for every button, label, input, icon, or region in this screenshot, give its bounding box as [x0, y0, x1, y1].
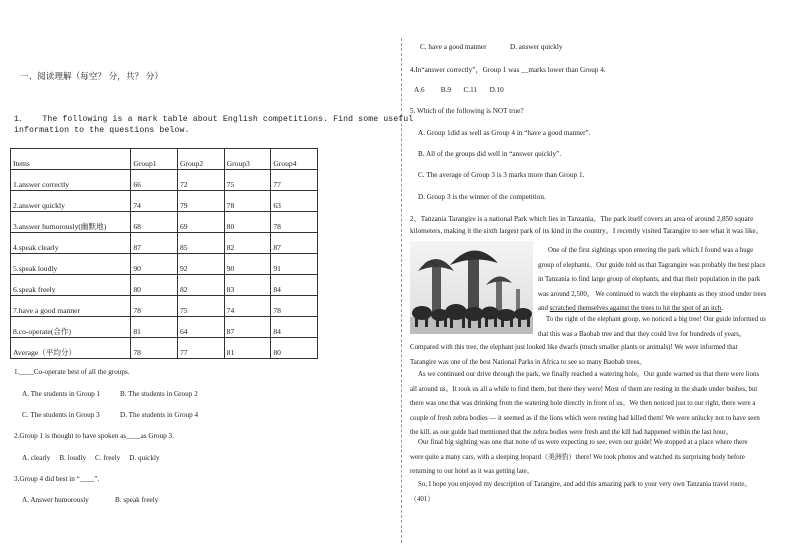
- table-score-cell: 68: [131, 212, 178, 233]
- table-score-cell: 78: [271, 296, 318, 317]
- p3-line: couple of fresh zebra bodies — it seemed as if the lions which were resting had killed them! We were unlucky not to have seen: [410, 414, 760, 422]
- table-score-cell: 74: [131, 191, 178, 212]
- mark-table: [10, 148, 318, 359]
- table-score-cell: 84: [271, 275, 318, 296]
- table-row: [11, 149, 318, 170]
- p4-line: returning to our hotel as it was getting late。: [410, 468, 534, 475]
- table-score-cell: 81: [131, 317, 178, 338]
- table-score-cell: 87: [131, 233, 178, 254]
- table-score-cell: 91: [271, 254, 318, 275]
- question-2: 2.Group 1 is thought to have spoken as____as Group 3.: [14, 432, 174, 440]
- p5-line: So, I hope you enjoyed my description of Tarangire, and add this amazing park to your very own Tanzania travel route。: [418, 481, 752, 488]
- table-score-cell: 66: [131, 170, 178, 191]
- table-row: [11, 275, 318, 296]
- table-row: [11, 191, 318, 212]
- table-score-cell: 79: [178, 191, 225, 212]
- p3-line: there was one that was drinking from the watering hole directly in front of us。We then noticed just to our right, there were a: [410, 400, 756, 407]
- passage-paragraph-3: [410, 368, 798, 441]
- question-3-option-c: C. have a good manner: [420, 43, 487, 51]
- table-score-cell: 90: [224, 254, 271, 275]
- table-item-cell: 1.answer correctly: [11, 170, 131, 191]
- passage-paragraph-4: [410, 436, 798, 480]
- table-score-cell: Group3: [224, 149, 271, 170]
- question-4: 4.In“answer correctly”，Group 1 was __marks lower than Group 4.: [410, 66, 606, 74]
- question-intro-line2: information to the questions below.: [14, 126, 190, 135]
- p4-line: were quite a many cars, with a sleeping leopard（美洲豹）there! We took photos and watched its surprising body before: [410, 453, 745, 461]
- passage-paragraph-5: [410, 478, 798, 507]
- p1-post: .: [721, 305, 724, 312]
- question-3-option-a: A. Answer humorously: [22, 496, 89, 504]
- passage-paragraph-1-indented: [538, 244, 796, 317]
- section-heading: 一、阅读理解（每空？ 分，共？ 分）: [20, 72, 163, 82]
- p2-line: Tarangire was one of the best National Parks in Africa to see so many Baobab trees。: [410, 358, 647, 366]
- table-score-cell: 75: [224, 170, 271, 191]
- question-3-option-d: D. answer quickly: [510, 43, 563, 51]
- question-3: 3.Group 4 did best in “____”.: [14, 475, 100, 483]
- question-5-option-d: D. Group 3 is the winner of the competition.: [418, 193, 546, 201]
- table-score-cell: 80: [131, 275, 178, 296]
- table-row: [11, 212, 318, 233]
- table-row: [11, 296, 318, 317]
- table-score-cell: 83: [224, 275, 271, 296]
- p3-line: As we continued our drive through the park, we finally reached a watering hole。Our guide warned us that there were lions: [418, 371, 760, 378]
- p2-line: To the right of the elephant group, we noticed a big tree! Our guide informed us: [546, 316, 766, 323]
- table-row: [11, 170, 318, 191]
- question-1: 1.____Co-operate best of all the groups.: [14, 368, 130, 376]
- table-score-cell: 81: [224, 338, 271, 359]
- table-score-cell: 78: [224, 191, 271, 212]
- table-score-cell: Group4: [271, 149, 318, 170]
- table-score-cell: 77: [178, 338, 225, 359]
- table-score-cell: 72: [178, 170, 225, 191]
- table-score-cell: 82: [178, 275, 225, 296]
- table-item-cell: 8.co-operate(合作): [11, 317, 131, 338]
- question-5: 5. Which of the following is NOT true?: [410, 107, 524, 115]
- p1-pre: and: [538, 305, 550, 312]
- table-score-cell: Group1: [131, 149, 178, 170]
- question-5-option-a: A. Group 1did as well as Group 4 in “have a good manner”.: [418, 129, 591, 137]
- question-1-option-c: C. The students in Group 3: [22, 411, 100, 419]
- question-5-option-c: C. The average of Group 3 is 3 marks more than Group 1.: [418, 171, 585, 179]
- table-score-cell: 80: [271, 338, 318, 359]
- table-item-cell: 4.speak clearly: [11, 233, 131, 254]
- question-intro-line1: 1． The following is a mark table about English competitions. Find some useful: [14, 115, 414, 124]
- table-item-cell: 3.answer humorously(幽默地): [11, 212, 131, 233]
- table-item-cell: Average（平均分）: [11, 338, 131, 359]
- question-5-option-b: B. All of the groups did well in “answer quickly”.: [418, 150, 562, 158]
- table-score-cell: 69: [178, 212, 225, 233]
- question-1-option-d: D. The students in Group 4: [120, 411, 199, 419]
- table-score-cell: 78: [271, 212, 318, 233]
- p1-line: group of elephants。Our guide told us that Tagrangire was probably the best place: [538, 261, 766, 269]
- table-row: [11, 338, 318, 359]
- table-score-cell: 80: [224, 212, 271, 233]
- p2-line: that this was a Baobab tree and that they could live for hundreds of years。: [538, 330, 746, 338]
- question-2-options: A. clearly B. loudly C. freely D. quickly: [22, 454, 160, 462]
- table-score-cell: 84: [271, 317, 318, 338]
- p2-line: Compared with this tree, the elephant just looked like dwarfs (much smaller plants or animals)! We were informed that: [410, 344, 738, 351]
- p1-line: One of the first sightings upon entering the park which I found was a huge: [548, 247, 754, 254]
- table-score-cell: 82: [224, 233, 271, 254]
- elephants-baobab-photo: [410, 241, 533, 334]
- table-score-cell: 87: [224, 317, 271, 338]
- question-4-options: A.6 B.9 C.11 D.10: [414, 86, 504, 94]
- table-score-cell: 87: [271, 233, 318, 254]
- table-row: [11, 254, 318, 275]
- table-score-cell: 74: [224, 296, 271, 317]
- table-item-cell: 6.speak freely: [11, 275, 131, 296]
- table-score-cell: 64: [178, 317, 225, 338]
- word-count: （401）: [410, 495, 435, 503]
- table-score-cell: 92: [178, 254, 225, 275]
- p3-line: the kill, as our guide had mentioned that the zebra bodies were fresh and the kill had happened within the last hour。: [410, 429, 733, 436]
- table-score-cell: 78: [131, 296, 178, 317]
- p1-line: in Tanzania to find large group of elephants, and that their population in the park: [538, 276, 761, 283]
- passage-paragraph-2-indented: [538, 313, 796, 342]
- p1-line: was around 2,500。 We continued to watch the elephants as they stood under trees: [538, 290, 767, 298]
- p4-line: Our final big sighting was one that none of us were expecting to see, even our guide! We stopped at a place where there: [418, 439, 748, 446]
- table-row: [11, 233, 318, 254]
- passage-intro-line1: 2、Tanzania Tarangire is a national Park which lies in Tanzania。The park itself covers an area of around 2,850 square: [410, 215, 754, 223]
- underlined-phrase: scratched themselves against the trees to hit the spot of an itch: [549, 305, 722, 312]
- table-score-cell: 75: [178, 296, 225, 317]
- table-item-cell: Items: [11, 149, 131, 170]
- passage-intro-line2: kilometers, making it the sixth largest park of its kind in the country。I recently visited Tarangire to see what it was like。: [410, 227, 763, 235]
- table-score-cell: 77: [271, 170, 318, 191]
- p3-line: all around us。It took us all a while to find them, but there they were! Most of them are resting in the shade under bushes, but: [410, 385, 758, 393]
- table-score-cell: 63: [271, 191, 318, 212]
- table-item-cell: 7.have a good manner: [11, 296, 131, 317]
- question-1-option-b: B. The students in Group 2: [120, 390, 198, 398]
- table-item-cell: 2.answer quickly: [11, 191, 131, 212]
- table-row: [11, 317, 318, 338]
- table-item-cell: 5.speak loudly: [11, 254, 131, 275]
- table-score-cell: 90: [131, 254, 178, 275]
- question-1-option-a: A. The students in Group 1: [22, 390, 101, 398]
- table-score-cell: 85: [178, 233, 225, 254]
- table-score-cell: 78: [131, 338, 178, 359]
- table-score-cell: Group2: [178, 149, 225, 170]
- passage-paragraph-2-rest: [410, 341, 798, 370]
- question-3-option-b: B. speak freely: [115, 496, 159, 504]
